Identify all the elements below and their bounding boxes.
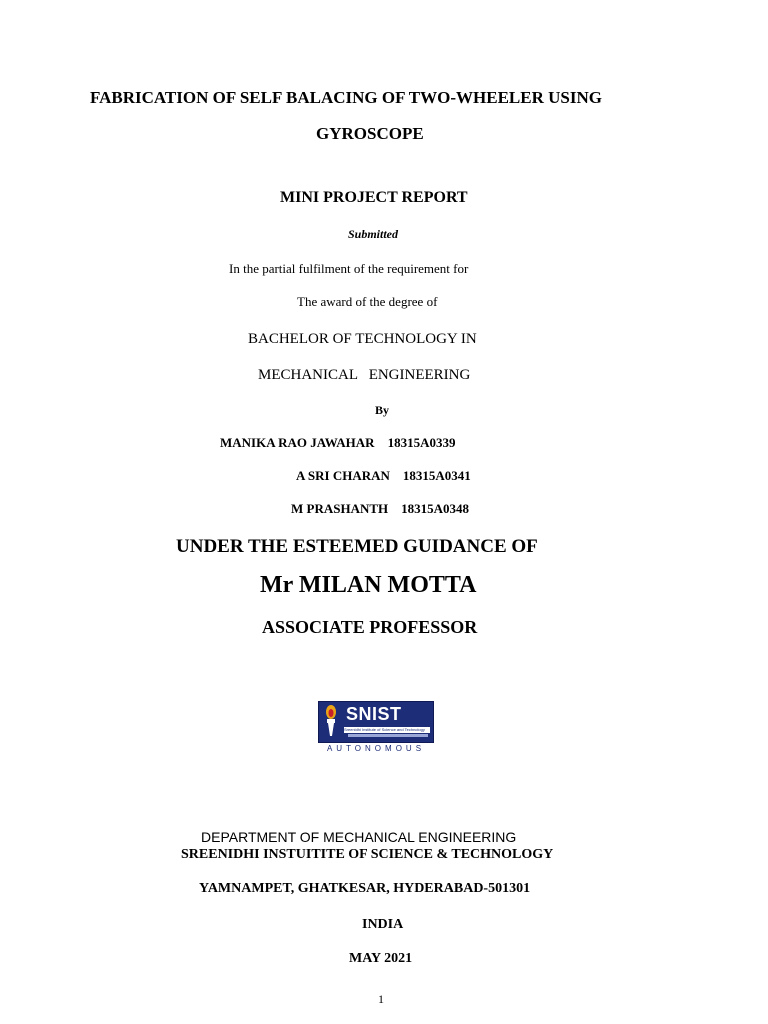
logo-subtitle: Sreenidhi Institute of Science and Technology — [344, 727, 430, 733]
degree-name: BACHELOR OF TECHNOLOGY IN — [248, 331, 477, 347]
student-entry — [220, 436, 455, 449]
student-name: A SRI CHARAN — [296, 468, 390, 483]
logo-wordmark: SNIST — [346, 704, 402, 724]
student-entry — [291, 502, 469, 515]
student-entry — [296, 469, 471, 482]
report-date: MAY 2021 — [349, 951, 413, 966]
by-label: By — [375, 403, 390, 417]
guide-designation: ASSOCIATE PROFESSOR — [262, 617, 478, 637]
logo-autonomous-label: AUTONOMOUS — [326, 744, 426, 753]
report-title-line-2: GYROSCOPE — [316, 124, 424, 143]
institute-name: SREENIDHI INSTUITITE OF SCIENCE & TECHNOLOGY — [181, 847, 554, 862]
partial-fulfilment-text: In the partial fulfilment of the requirement for — [229, 261, 469, 276]
report-type: MINI PROJECT REPORT — [280, 189, 468, 206]
institute-address: YAMNAMPET, GHATKESAR, HYDERABAD-501301 — [199, 881, 531, 896]
snist-logo — [318, 701, 434, 755]
department-name: DEPARTMENT OF MECHANICAL ENGINEERING — [201, 829, 517, 845]
student-roll: 18315A0339 — [387, 435, 456, 450]
report-title-line-1: FABRICATION OF SELF BALACING OF TWO-WHEELER USING — [90, 88, 602, 107]
student-name: M PRASHANTH — [291, 501, 389, 516]
page-number: 1 — [378, 992, 384, 1006]
guidance-heading: UNDER THE ESTEEMED GUIDANCE OF — [176, 536, 538, 557]
submitted-label: Submitted — [348, 227, 399, 241]
student-name: MANIKA RAO JAWAHAR — [220, 435, 375, 450]
award-text: The award of the degree of — [297, 294, 438, 309]
student-roll: 18315A0348 — [401, 501, 470, 516]
student-roll: 18315A0341 — [402, 468, 471, 483]
branch-name: MECHANICAL ENGINEERING — [258, 367, 471, 383]
country: INDIA — [362, 917, 404, 932]
torch-icon — [321, 704, 341, 738]
logo-tagline-bar — [348, 734, 428, 737]
guide-name: Mr MILAN MOTTA — [260, 572, 477, 598]
